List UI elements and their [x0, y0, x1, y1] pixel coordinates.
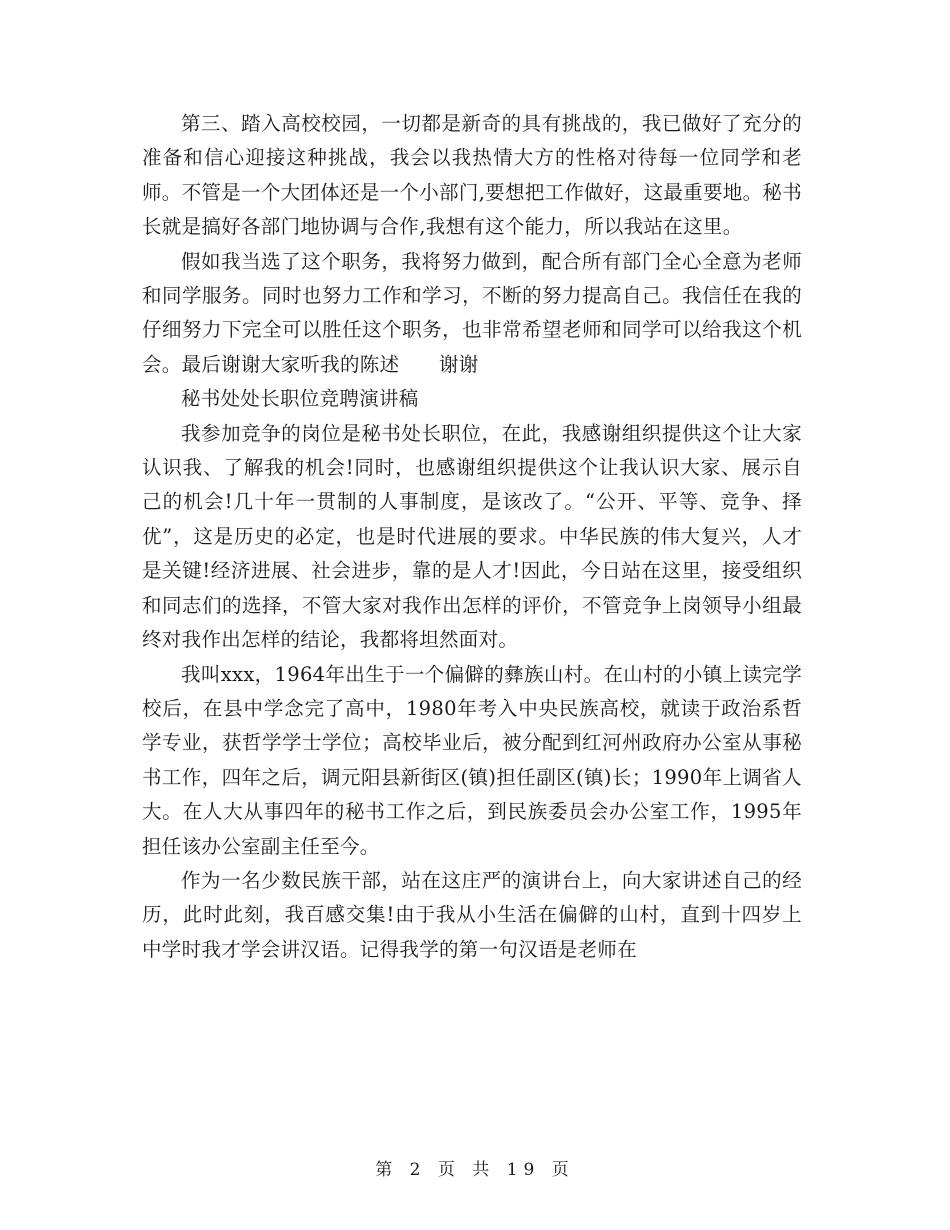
document-body — [142, 107, 802, 967]
paragraph-2: 假如我当选了这个职务，我将努力做到，配合所有部门全心全意为老师和同学服务。同时也努力工作和学习，不断的努力提高自己。我信任在我的仔细努力下完全可以胜任这个职务，也非常希望老师和同学可以给我这个机会。最后谢谢大家听我的陈述 谢谢 — [142, 249, 802, 376]
section-heading: 秘书处处长职位竞聘演讲稿 — [181, 387, 419, 411]
paragraph-4: 我叫xxx，1964年出生于一个偏僻的彝族山村。在山村的小镇上读完学校后，在县中学念完了高中，1980年考入中央民族高校，就读于政治系哲学专业，获哲学学士学位；高校毕业后，被分配到红河州政府办公室从事秘书工作，四年之后，调元阳县新街区(镇)担任副区(镇)长；1990年上调省人大。在人大从事四年的秘书工作之后，到民族委员会办公室工作，1995年担任该办公室副主任至今。 — [142, 662, 802, 858]
paragraph-5: 作为一名少数民族干部，站在这庄严的演讲台上，向大家讲述自己的经历，此时此刻，我百感交集!由于我从小生活在偏僻的山村，直到十四岁上中学时我才学会讲汉语。记得我学的第一句汉语是老师在 — [142, 868, 802, 961]
paragraph-3: 我参加竞争的岗位是秘书处长职位，在此，我感谢组织提供这个让大家认识我、了解我的机会!同时，也感谢组织提供这个让我认识大家、展示自己的机会!几十年一贯制的人事制度，是该改了。“公开、平等、竞争、择优”，这是历史的必定，也是时代进展的要求。中华民族的伟大复兴，人才是关键!经济进展、社会进步，靠的是人才!因此，今日站在这里，接受组织和同志们的选择，不管大家对我作出怎样的评价，不管竞争上岗领导小组最终对我作出怎样的结论，我都将坦然面对。 — [142, 421, 802, 652]
page-number-footer: 第 2 页 共 19 页 — [375, 1160, 575, 1180]
paragraph-1: 第三、踏入高校校园，一切都是新奇的具有挑战的，我已做好了充分的准备和信心迎接这种挑战，我会以我热情大方的性格对待每一位同学和老师。不管是一个大团体还是一个小部门,要想把工作做好，这最重要地。秘书长就是搞好各部门地协调与合作,我想有这个能力，所以我站在这里。 — [142, 112, 802, 239]
